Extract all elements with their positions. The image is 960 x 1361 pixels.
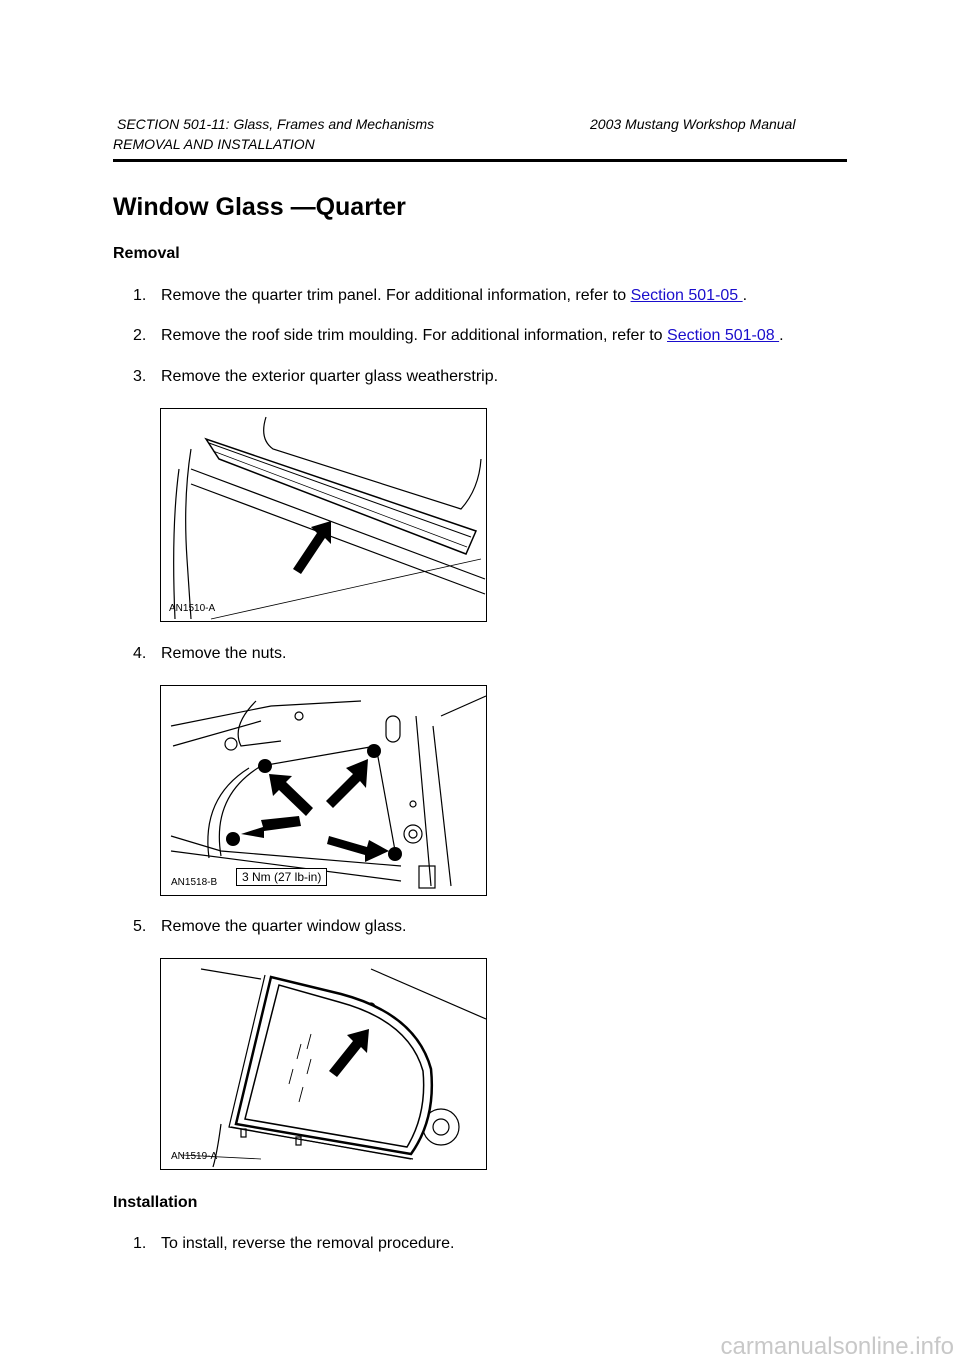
figure-caption: AN1518-B bbox=[171, 877, 218, 888]
removal-step-3 bbox=[133, 368, 498, 386]
step-text: To install, reverse the removal procedure. bbox=[161, 1235, 455, 1252]
step-text-end: . bbox=[779, 327, 784, 344]
step-text-end: . bbox=[742, 287, 748, 304]
torque-spec-label: 3 Nm (27 lb-in) bbox=[236, 868, 327, 886]
step-text: Remove the exterior quarter glass weatherstrip. bbox=[161, 368, 499, 385]
step-number: 4. bbox=[133, 645, 147, 662]
header-divider bbox=[113, 159, 847, 162]
figure-caption: AN1519-A bbox=[171, 1151, 218, 1162]
figure-caption: AN1510-A bbox=[169, 603, 216, 614]
removal-step-4 bbox=[133, 645, 286, 663]
section-501-05-link[interactable]: Section 501-05 bbox=[630, 287, 743, 304]
figure-nuts bbox=[160, 685, 487, 896]
removal-step-5 bbox=[133, 918, 406, 936]
weatherstrip-illustration bbox=[161, 409, 486, 621]
step-number: 3. bbox=[133, 368, 147, 385]
step-text: Remove the quarter trim panel. For additional information, refer to bbox=[161, 287, 631, 304]
installation-heading: Installation bbox=[113, 1194, 198, 1211]
figure-quarter-glass bbox=[160, 958, 487, 1170]
step-text: Remove the nuts. bbox=[161, 645, 287, 662]
header-section-title: SECTION 501-11: Glass, Frames and Mechanisms bbox=[117, 116, 435, 132]
removal-step-1 bbox=[133, 287, 747, 305]
removal-heading: Removal bbox=[113, 245, 180, 262]
section-501-08-link[interactable]: Section 501-08 bbox=[667, 327, 780, 344]
figure-weatherstrip bbox=[160, 408, 487, 622]
watermark-footer: carmanualsonline.info bbox=[720, 1333, 954, 1360]
step-number: 2. bbox=[133, 327, 147, 344]
step-number: 1. bbox=[133, 1235, 147, 1252]
step-number: 1. bbox=[133, 287, 147, 304]
page-title: Window Glass —Quarter bbox=[113, 193, 406, 221]
step-text: Remove the roof side trim moulding. For additional information, refer to bbox=[161, 327, 668, 344]
removal-step-2 bbox=[133, 327, 784, 345]
header-manual-title: 2003 Mustang Workshop Manual bbox=[590, 116, 796, 132]
step-number: 5. bbox=[133, 918, 147, 935]
quarter-glass-illustration bbox=[161, 959, 486, 1169]
header-subtitle: REMOVAL AND INSTALLATION bbox=[113, 136, 315, 152]
step-text: Remove the quarter window glass. bbox=[161, 918, 407, 935]
nuts-illustration bbox=[161, 686, 486, 895]
installation-step-1 bbox=[133, 1235, 454, 1253]
